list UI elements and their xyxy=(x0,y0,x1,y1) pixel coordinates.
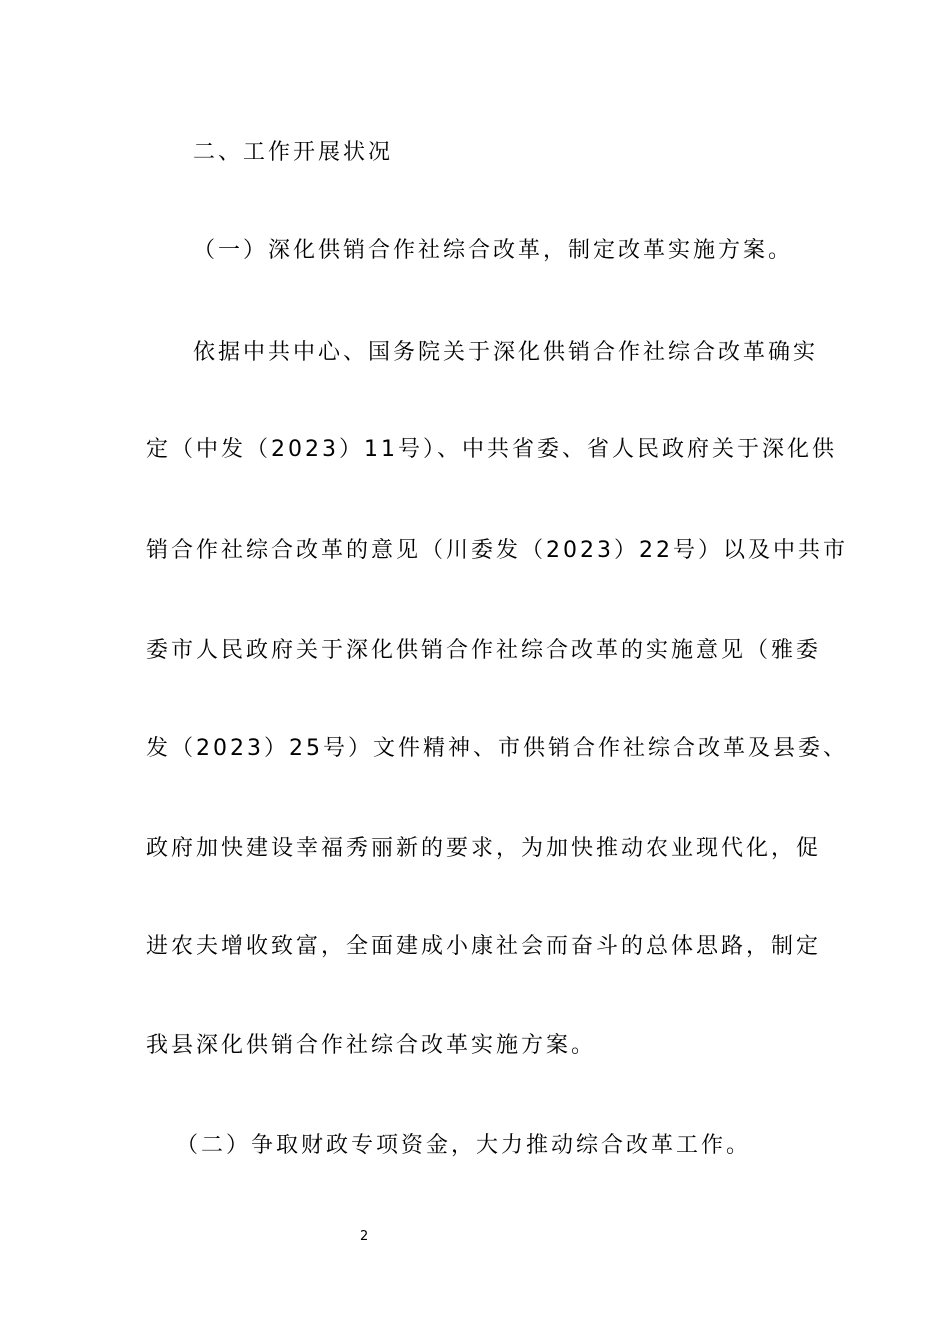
paragraph-line: 依据中共中心、国务院关于深化供销合作社综合改革确实 xyxy=(193,340,819,365)
paragraph-line: 委市人民政府关于深化供销合作社综合改革的实施意见（雅委 xyxy=(146,638,822,663)
paragraph-line: 政府加快建设幸福秀丽新的要求，为加快推动农业现代化，促 xyxy=(146,836,822,861)
paragraph-line: 销合作社综合改革的意见（川委发（2023）22号）以及中共市 xyxy=(146,538,848,563)
section-heading: 二、工作开展状况 xyxy=(193,140,394,165)
paragraph-line: 定（中发（2023）11号）、中共省委、省人民政府关于深化供 xyxy=(146,437,837,462)
paragraph-line: 我县深化供销合作社综合改革实施方案。 xyxy=(146,1033,597,1058)
page-number: 2 xyxy=(360,1229,369,1244)
subheading-1: （一）深化供销合作社综合改革，制定改革实施方案。 xyxy=(193,238,794,263)
paragraph-line: 发（2023）25号）文件精神、市供销合作社综合改革及县委、 xyxy=(146,736,848,761)
subheading-2: （二）争取财政专项资金，大力推动综合改革工作。 xyxy=(176,1133,752,1158)
paragraph-line: 进农夫增收致富，全面建成小康社会而奋斗的总体思路，制定 xyxy=(146,934,822,959)
